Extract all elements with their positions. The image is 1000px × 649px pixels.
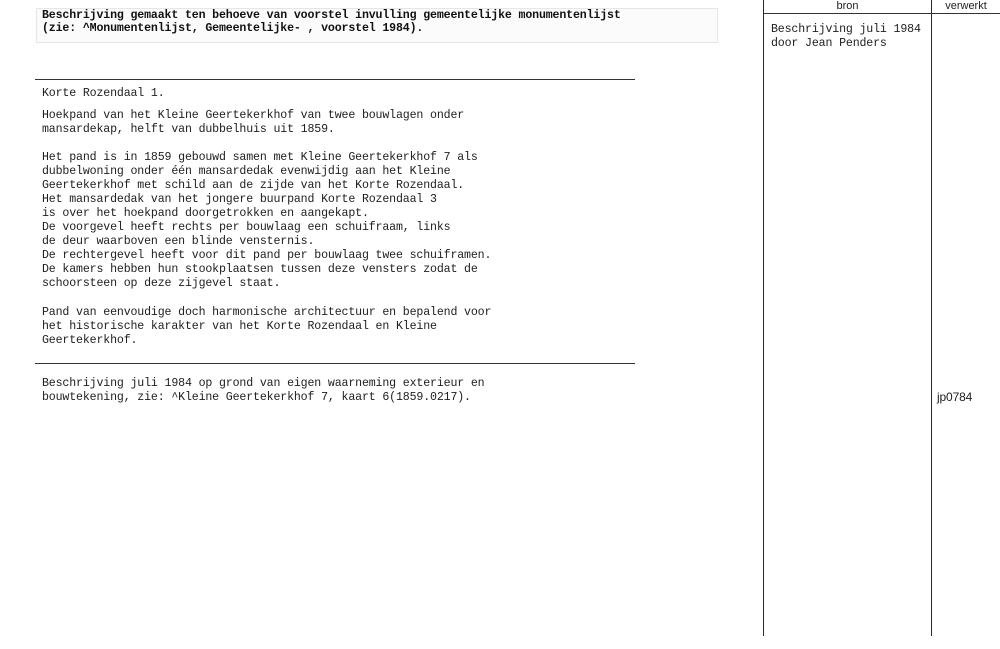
section-divider-bottom — [35, 363, 635, 364]
bron-column-header: bron — [836, 0, 859, 12]
section-divider-top — [35, 79, 635, 80]
verwerkt-column-header: verwerkt — [945, 0, 987, 12]
para2-line-9: De kamers hebben hun stookplaatsen tussen deze vensters zodat de — [42, 263, 478, 276]
bron-line-1: Beschrijving juli 1984 — [771, 23, 921, 36]
verwerkt-column-divider — [931, 0, 932, 636]
bron-column-divider — [763, 0, 764, 636]
verwerkt-code: jp0784 — [937, 390, 973, 404]
header-line-2: (zie: ^Monumentenlijst, Gemeentelijke- , voorstel 1984). — [42, 22, 424, 35]
para2-line-1: Het pand is in 1859 gebouwd samen met Kleine Geertekerkhof 7 als — [42, 151, 478, 164]
source-note-line-1: Beschrijving juli 1984 op grond van eigen waarneming exterieur en — [42, 377, 485, 390]
source-note-line-2: bouwtekening, zie: ^Kleine Geertekerkhof 7, kaart 6(1859.0217). — [42, 391, 471, 404]
bron-line-2: door Jean Penders — [771, 37, 887, 50]
para2-line-6: De voorgevel heeft rechts per bouwlaag een schuifraam, links — [42, 221, 451, 234]
para1-line-1: Hoekpand van het Kleine Geertekerkhof van twee bouwlagen onder — [42, 109, 465, 122]
para3-line-1: Pand van eenvoudige doch harmonische architectuur en bepalend voor — [42, 306, 492, 319]
para3-line-2: het historische karakter van het Korte Rozendaal en Kleine — [42, 320, 437, 333]
para2-line-3: Geertekerkhof met schild aan de zijde van het Korte Rozendaal. — [42, 179, 465, 192]
para2-line-5: is over het hoekpand doorgetrokken en aangekapt. — [42, 207, 369, 220]
column-header-rule — [764, 13, 1000, 14]
para2-line-10: schoorsteen op deze zijgevel staat. — [42, 277, 281, 290]
para2-line-7: de deur waarboven een blinde vensternis. — [42, 235, 315, 248]
address-title: Korte Rozendaal 1. — [42, 87, 165, 100]
header-line-1: Beschrijving gemaakt ten behoeve van voorstel invulling gemeentelijke monumentenlijst — [42, 9, 621, 22]
para2-line-2: dubbelwoning onder één mansardedak evenwijdig aan het Kleine — [42, 165, 451, 178]
para2-line-8: De rechtergevel heeft voor dit pand per bouwlaag twee schuiframen. — [42, 249, 492, 262]
para1-line-2: mansardekap, helft van dubbelhuis uit 1859. — [42, 123, 335, 136]
para2-line-4: Het mansardedak van het jongere buurpand Korte Rozendaal 3 — [42, 193, 437, 206]
para3-line-3: Geertekerkhof. — [42, 334, 138, 347]
